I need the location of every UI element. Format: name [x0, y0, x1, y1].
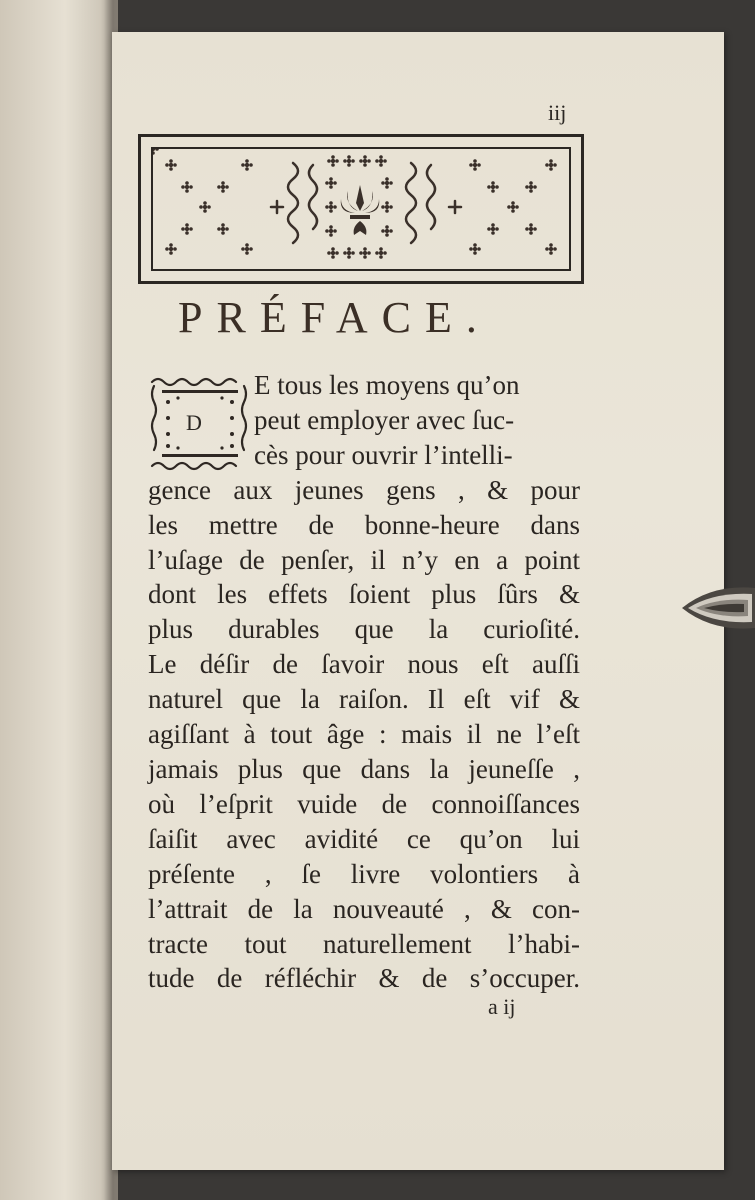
- text-line: cès pour ouvrir l’intelli-: [254, 439, 513, 470]
- preface-text: [148, 368, 580, 996]
- text-line: agiſſant à tout âge : mais il ne l’eſt: [148, 719, 580, 750]
- text-line: plus durables que la curioſité.: [148, 614, 580, 645]
- text-line: l’uſage de penſer, il n’y en a point: [148, 544, 580, 575]
- text-line: tude de réfléchir & de s’occuper.: [148, 963, 580, 994]
- text-line: dont les effets ſoient plus ſûrs &: [148, 579, 580, 610]
- text-line: E tous les moyens qu’on: [254, 370, 520, 400]
- text-line: jamais plus que dans la jeuneſſe ,: [148, 753, 580, 784]
- text-line: naturel que la raiſon. Il eſt vif &: [148, 684, 580, 715]
- headpiece-inner-frame: [151, 147, 571, 271]
- text-line: peut employer avec ſuc-: [254, 404, 515, 435]
- text-line: Le déſir de ſavoir nous eſt auſſi: [148, 649, 580, 680]
- text-line: ſaiſit avec avidité ce qu’on lui: [148, 823, 580, 854]
- text-line: gence aux jeunes gens , & pour: [148, 474, 580, 505]
- text-line: où l’eſprit vuide de connoiſſances: [148, 788, 580, 819]
- metal-clip-icon: [682, 584, 755, 632]
- metal-clip: [682, 584, 755, 636]
- facing-page: [0, 0, 118, 1200]
- text-line: préſente , ſe livre volontiers à: [148, 858, 580, 889]
- page-title: PRÉFACE.: [178, 293, 491, 342]
- fleuron-headpiece-icon: [153, 149, 567, 267]
- catchword-signature: a ij: [488, 994, 516, 1019]
- text-line: les mettre de bonne-heure dans: [148, 509, 580, 540]
- drop-cap-letter: D: [186, 410, 202, 435]
- text-line: l’attrait de la nouveauté , & con-: [148, 893, 580, 924]
- text-line: tracte tout naturellement l’habi-: [148, 928, 580, 959]
- headpiece-ornament: [138, 134, 584, 284]
- page-number: iij: [548, 100, 567, 125]
